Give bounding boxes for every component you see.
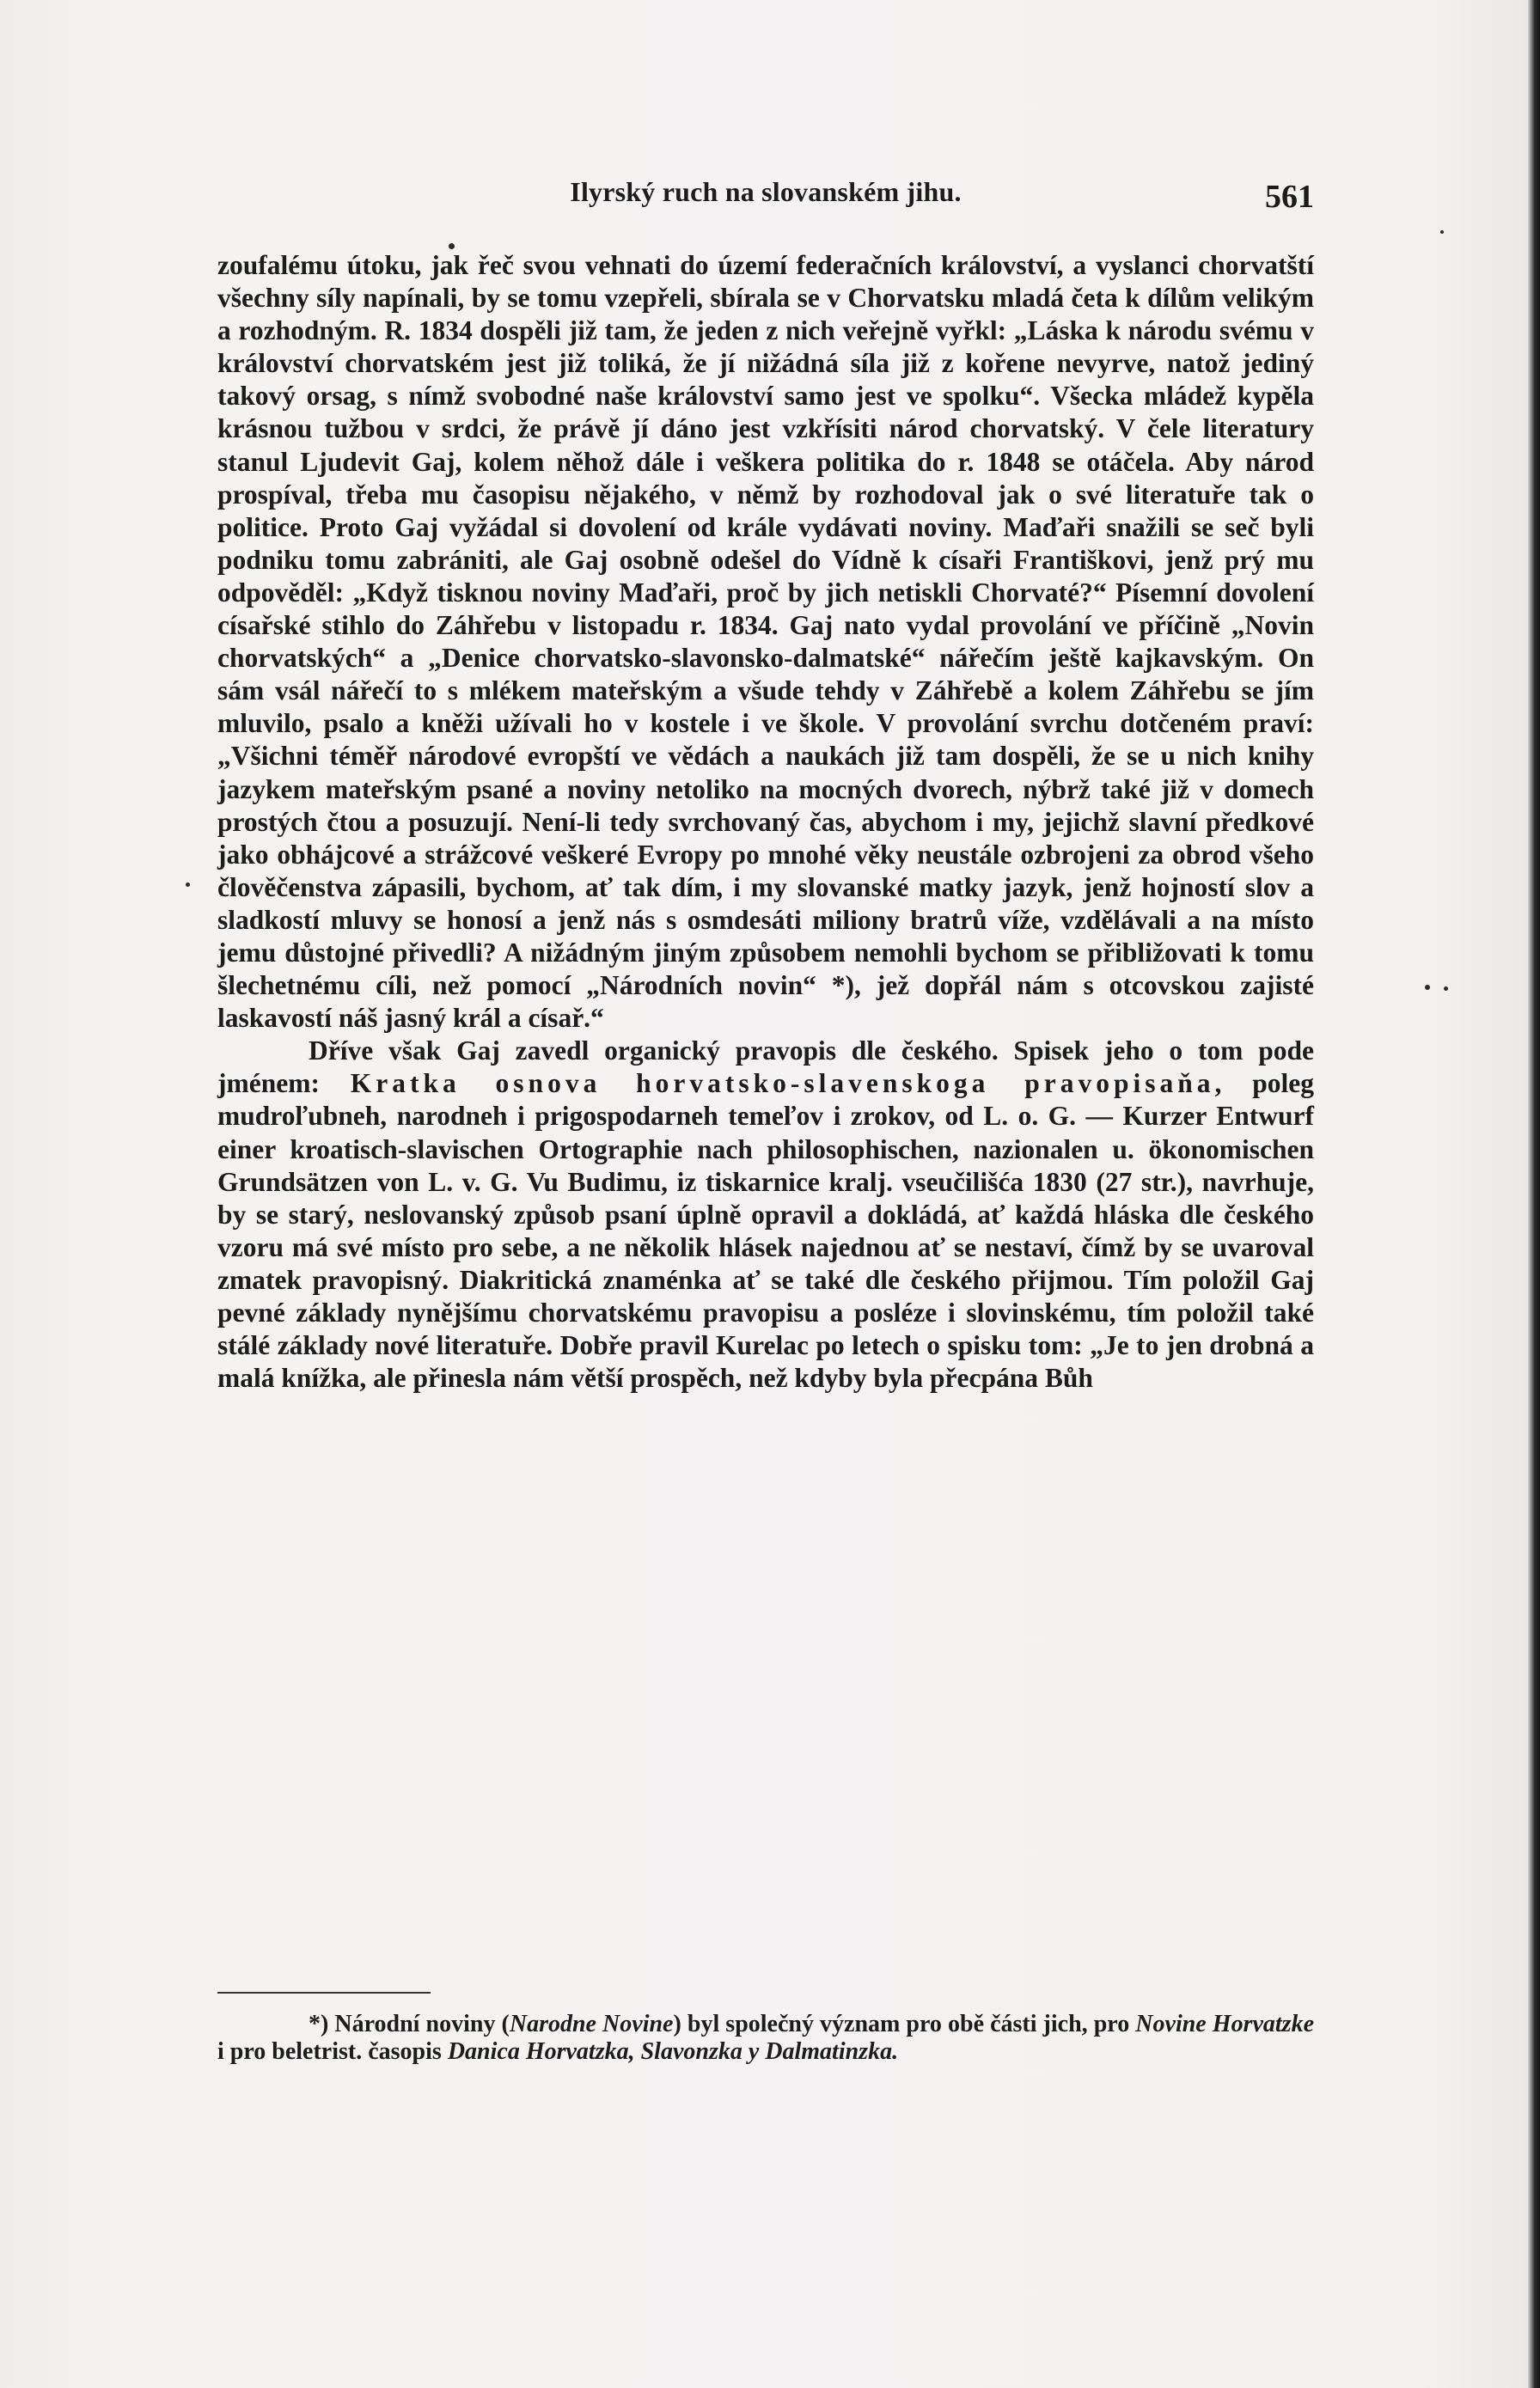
- print-speck: [1440, 230, 1444, 234]
- footnote-italic-2: Novine Horvatzke: [1135, 2011, 1314, 2037]
- footnote-mark: *): [309, 2011, 329, 2037]
- spaced-book-title: Kratka osnova horvatsko-slavenskoga pravopisaňa: [350, 1068, 1215, 1099]
- main-text: [217, 249, 1314, 1395]
- page-number: 561: [1265, 179, 1314, 215]
- footnote-italic-3: Danica Horvatzka, Slavonzka y Dalmatinzka.: [447, 2037, 899, 2065]
- footnote-text-1: Národní noviny (: [328, 2011, 510, 2037]
- footnote-text-2: ) byl společný význam pro obě části jich, pro: [673, 2011, 1136, 2037]
- print-speck: [186, 883, 190, 887]
- page-header: [217, 176, 1314, 217]
- print-speck: [449, 243, 455, 249]
- footnote-divider: [217, 1992, 431, 1994]
- paragraph-2-intro: Dříve však Gaj zavedl organický pravopis dle českého. Spisek jeho o tom pode jménem:: [217, 1035, 1314, 1099]
- print-speck: [1425, 985, 1430, 990]
- footnote-text-3: i pro beletrist. časopis: [217, 2037, 448, 2065]
- running-title: Ilyrský ruch na slovanském jihu.: [570, 176, 962, 207]
- print-speck: [1444, 986, 1448, 991]
- footnote: [217, 2011, 1314, 2065]
- paragraph-2: [217, 1035, 1314, 1395]
- paragraph-2-rest: , poleg mudroľubneh, narodneh i prigospodarneh temeľov i zrokov, od L. o. G. — Kurzer Entwurf einer kroatisch-slavischen Ortographie nach philosophischen, nazionalen u. ökonomischen Grundsätzen von L. v. G. Vu Budimu, iz tiskarnice kralj. vseučilišća 1830 (27 str.), navrhuje, by se starý, neslovanský způsob psaní úplně opravil a dokládá, ať každá hláska dle českého vzoru má své místo pro sebe, a ne několik hlásek najednou ať se nestaví, čímž by se uvaroval zmatek pravopisný. Diakritická znaménka ať se také dle českého přijmou. Tím položil Gaj pevné základy nynějšímu chorvatskému pravopisu a posléze i slovinskému, tím položil také stálé základy nové literatuře. Dobře pravil Kurelac po letech o spisku tom: „Je to jen drobná a malá knížka, ale přinesla nám větší prospěch, než kdyby byla přecpána Bůh: [217, 1068, 1314, 1394]
- scan-page-edge: [1528, 0, 1540, 2388]
- paragraph-1: zoufalému útoku, jak řeč svou vehnati do území federačních království, a vyslanci chorvatští všechny síly napínali, by se tomu vzepřeli, sbírala se v Chorvatsku mladá četa k dílům velikým a rozhodným. R. 1834 dospěli již tam, že jeden z nich veřejně vyřkl: „Láska k národu svému v království chorvatském jest již toliká, že jí nižádná síla již z kořene nevyrve, natož jediný takový orsag, s nímž svobodné naše království samo jest ve spolku“. Všecka mládež kypěla krásnou tužbou v srdci, že právě jí dáno jest vzkřísiti národ chorvatský. V čele literatury stanul Ljudevit Gaj, kolem něhož dále i veškera politika do r. 1848 se otáčela. Aby národ prospíval, třeba mu časopisu nějakého, v němž by rozhodoval jak o své literatuře tak o politice. Proto Gaj vyžádal si dovolení od krále vydávati noviny. Maďaři snažili se seč byli podniku tomu zabrániti, ale Gaj osobně odešel do Vídně k císaři Františkovi, jenž prý mu odpověděl: „Když tisknou noviny Maďaři, proč by jich netiskli Chorvaté?“ Písemní dovolení císařské stihlo do Záhřebu v listopadu r. 1834. Gaj nato vydal provolání ve příčině „Novin chorvatských“ a „Denice chorvatsko-slavonsko-dalmatské“ nářečím ještě kajkavským. On sám vsál nářečí to s mlékem mateřským a všude tehdy v Záhřebě a kolem Záhřebu se jím mluvilo, psalo a kněži užívali ho v kostele i ve škole. V provolání svrchu dotčeném praví: „Všichni téměř národové evropští ve vědách a naukách již tam dospěli, že se u nich knihy jazykem mateřským psané a noviny netoliko na mocných dvorech, nýbrž také již v domech prostých čtou a posuzují. Není-li tedy svrchovaný čas, abychom i my, jejichž slavní předkové jako obhájcové a strážcové veškeré Evropy po mnohé věky neustále ozbrojeni za obrod všeho člověčenstva zápasili, bychom, ať tak dím, i my slovanské matky jazyk, jenž hojností slov a sladkostí mluvy se honosí a jenž nás s osmdesáti miliony bratrů víže, vzdělávali a na místo jemu důstojné přivedli? A nižádným jiným způsobem nemohli bychom se přibližovati k tomu šlechetnému cíli, než pomocí „Národních novin“ *), jež dopřál nám s otcovskou zajisté laskavostí náš jasný král a císař.“: [217, 250, 1314, 1034]
- footnote-italic-1: Narodne Novine: [509, 2011, 674, 2037]
